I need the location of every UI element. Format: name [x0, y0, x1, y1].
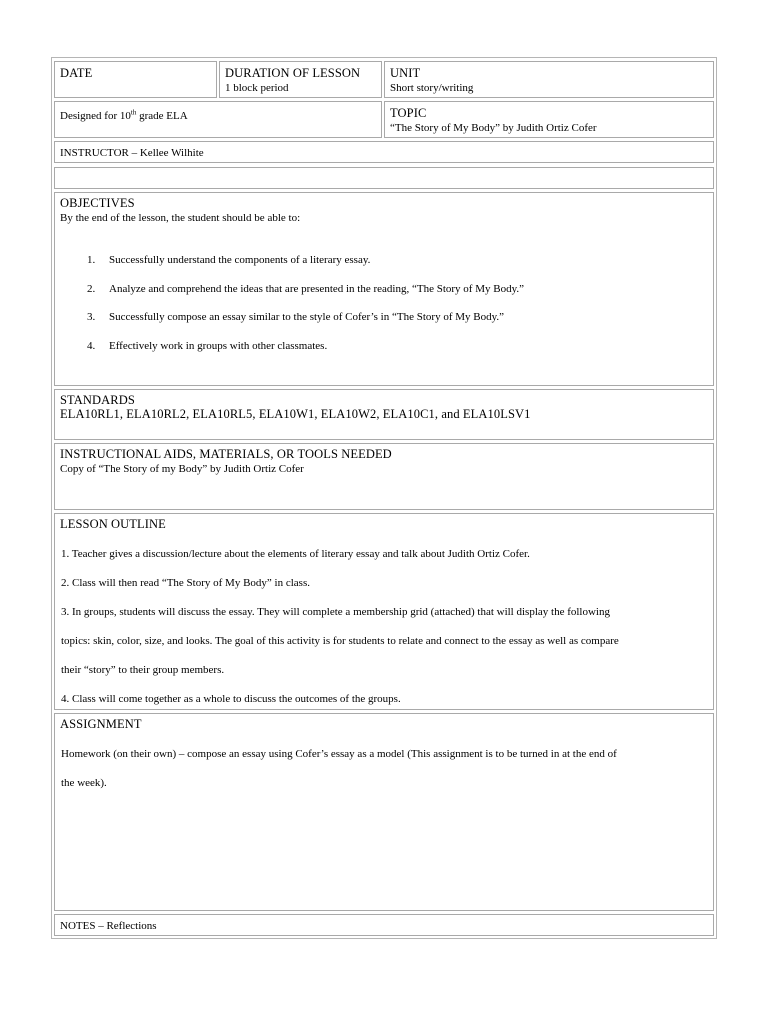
instructor-text: INSTRUCTOR – Kellee Wilhite — [60, 147, 204, 159]
objective-text: Successfully understand the components of a literary essay. — [109, 254, 371, 266]
assignment-line: the week). — [61, 777, 107, 789]
objective-text: Effectively work in groups with other classmates. — [109, 340, 328, 352]
topic-label: TOPIC — [390, 106, 427, 120]
outline-line: topics: skin, color, size, and looks. The goal of this activity is for students to relate and connect to the essay as well as compare — [61, 635, 619, 647]
materials-cell — [54, 443, 714, 510]
objectives-heading: OBJECTIVES — [60, 196, 135, 210]
notes-text: NOTES – Reflections — [60, 920, 157, 932]
designed-for-text — [60, 110, 188, 122]
designed-for-prefix: Designed for 10 — [60, 110, 131, 122]
objective-item — [87, 310, 504, 324]
designed-for-cell — [54, 101, 382, 138]
outline-line: 4. Class will come together as a whole to discuss the outcomes of the groups. — [61, 693, 401, 705]
duration-value: 1 block period — [225, 82, 289, 94]
unit-label: UNIT — [390, 66, 421, 80]
notes-cell — [54, 914, 714, 936]
outline-line: 1. Teacher gives a discussion/lecture about the elements of literary essay and talk about Judith Ortiz Cofer. — [61, 548, 530, 560]
objective-item — [87, 253, 370, 267]
unit-cell — [384, 61, 714, 98]
objectives-intro: By the end of the lesson, the student should be able to: — [60, 212, 301, 224]
standards-text: ELA10RL1, ELA10RL2, ELA10RL5, ELA10W1, ELA10W2, ELA10C1, and ELA10LSV1 — [60, 407, 531, 421]
outline-line: their “story” to their group members. — [61, 664, 225, 676]
objective-number: 2. — [87, 283, 96, 295]
topic-cell — [384, 101, 714, 138]
materials-text: Copy of “The Story of my Body” by Judith Ortiz Cofer — [60, 463, 304, 475]
objective-item — [87, 339, 327, 353]
outline-line: 2. Class will then read “The Story of My Body” in class. — [61, 577, 310, 589]
objective-number: 1. — [87, 254, 96, 266]
objective-number: 3. — [87, 311, 96, 323]
empty-row — [54, 167, 714, 189]
assignment-line: Homework (on their own) – compose an essay using Cofer’s essay as a model (This assignment is to be turned in at the end of — [61, 748, 617, 760]
grade-superscript: th — [130, 108, 137, 117]
standards-heading: STANDARDS — [60, 393, 135, 407]
date-label: DATE — [60, 66, 93, 80]
date-cell — [54, 61, 217, 98]
objective-item — [87, 282, 524, 296]
topic-value: “The Story of My Body” by Judith Ortiz Cofer — [390, 122, 597, 134]
lesson-outline-heading: LESSON OUTLINE — [60, 517, 166, 531]
outline-line: 3. In groups, students will discuss the essay. They will complete a membership grid (attached) that will display the following — [61, 606, 610, 618]
objective-text: Analyze and comprehend the ideas that are presented in the reading, “The Story of My Body.” — [109, 283, 525, 295]
designed-for-suffix: grade ELA — [136, 110, 188, 122]
instructor-cell — [54, 141, 714, 163]
lesson-outline-cell — [54, 513, 714, 710]
objective-number: 4. — [87, 340, 96, 352]
objective-text: Successfully compose an essay similar to the style of Cofer’s in “The Story of My Body.” — [109, 311, 505, 323]
objectives-cell — [54, 192, 714, 386]
assignment-cell — [54, 713, 714, 911]
duration-cell — [219, 61, 382, 98]
unit-value: Short story/writing — [390, 82, 474, 94]
standards-cell — [54, 389, 714, 440]
duration-label: DURATION OF LESSON — [225, 66, 361, 80]
materials-heading: INSTRUCTIONAL AIDS, MATERIALS, OR TOOLS NEEDED — [60, 447, 392, 461]
assignment-heading: ASSIGNMENT — [60, 717, 142, 731]
